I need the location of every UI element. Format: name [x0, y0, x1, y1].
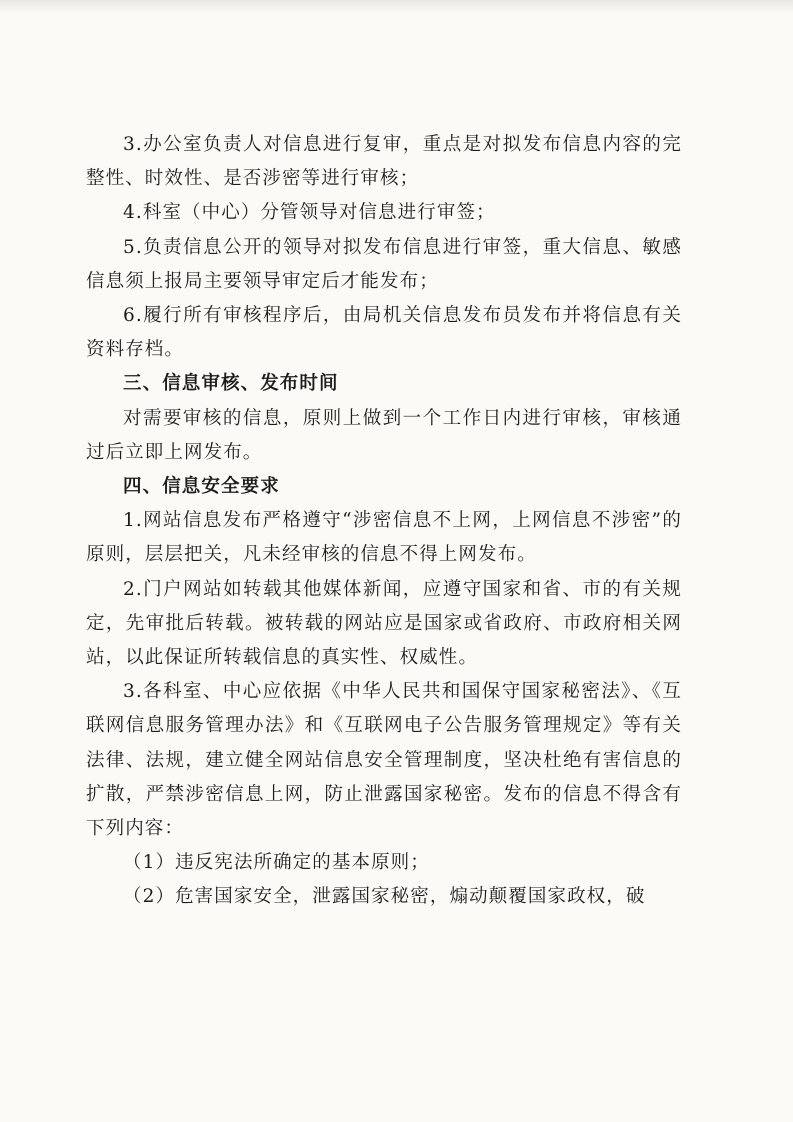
- section-heading-security: 四、信息安全要求: [123, 476, 280, 498]
- paragraph-publish-archive: 6.履行所有审核程序后，由局机关信息发布员发布并将信息有关资料存档。: [86, 305, 682, 361]
- paragraph-review-disclosure-leader: 5.负责信息公开的领导对拟发布信息进行审签，重大信息、敏感信息须上报局主要领导审定后才能发布；: [86, 236, 682, 292]
- section-heading-review-time: 三、信息审核、发布时间: [123, 373, 339, 395]
- paragraph-security-3: 3.各科室、中心应依据《中华人民共和国保守国家秘密法》、《互联网信息服务管理办法》和《互联网电子公告服务管理规定》等有关法律、法规，建立健全网站信息安全管理制度，坚决杜绝有害信息的扩散，严禁涉密信息上网，防止泄露国家秘密。发布的信息不得含有下列内容：: [86, 681, 682, 840]
- paragraph-review-section-leader: 4.科室（中心）分管领导对信息进行审签；: [123, 202, 496, 224]
- scan-edge-shadow: [0, 0, 793, 14]
- paragraph-security-2: 2.门户网站如转载其他媒体新闻，应遵守国家和省、市的有关规定，先审批后转载。被转载的网站应是国家或省政府、市政府相关网站，以此保证所转载信息的真实性、权威性。: [86, 578, 682, 669]
- paragraph-review-time: 对需要审核的信息，原则上做到一个工作日内进行审核，审核通过后立即上网发布。: [86, 407, 682, 463]
- list-item-1: （1）违反宪法所确定的基本原则；: [123, 852, 430, 874]
- document-body: [86, 128, 682, 915]
- paragraph-security-1: 1.网站信息发布严格遵守“涉密信息不上网，上网信息不涉密”的原则，层层把关，凡未经审核的信息不得上网发布。: [86, 510, 682, 566]
- paragraph-review-office: 3.办公室负责人对信息进行复审，重点是对拟发布信息内容的完整性、时效性、是否涉密等进行审核；: [86, 134, 682, 190]
- list-item-2: （2）危害国家安全，泄露国家秘密，煽动颠覆国家政权，破: [123, 886, 646, 908]
